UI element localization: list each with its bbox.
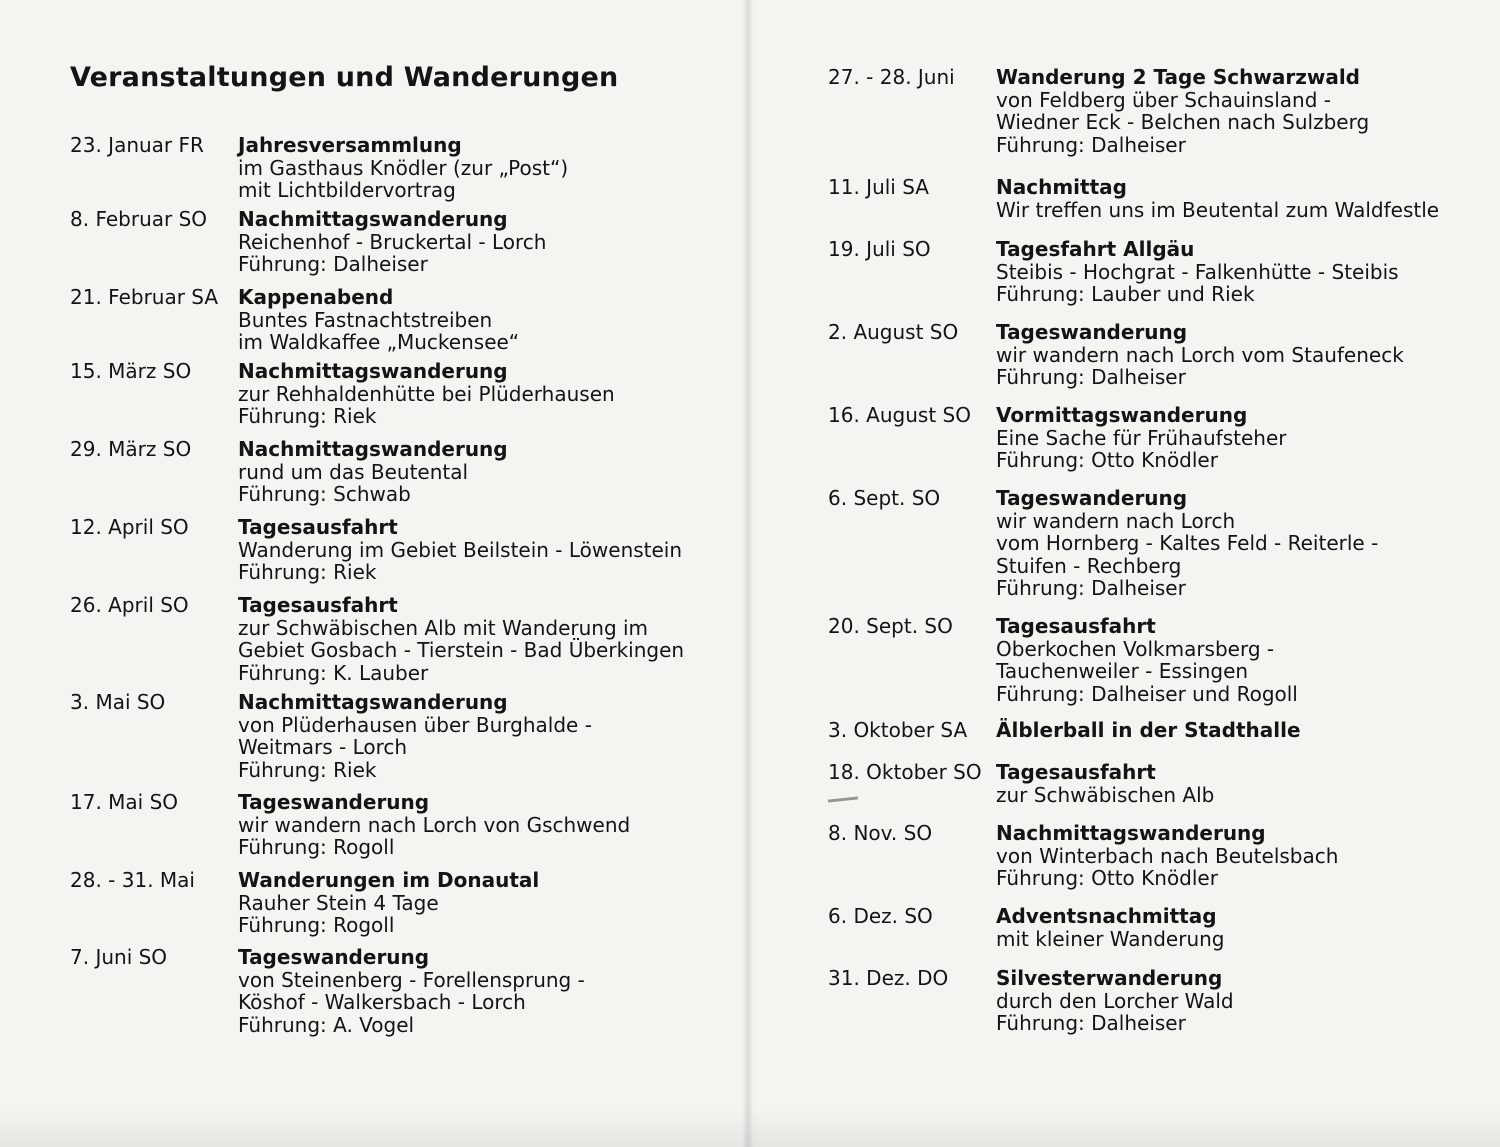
event-detail-line: Führung: Dalheiser — [238, 252, 428, 276]
event-detail-line: wir wandern nach Lorch — [996, 508, 1236, 533]
event-detail-line: von Plüderhausen über Burghalde - — [238, 712, 592, 737]
event-detail-line: zur Schwäbischen Alb mit Wanderung im — [238, 615, 649, 640]
event-heading: Tagesausfahrt — [996, 760, 1156, 784]
event-detail-line: Führung: Riek — [238, 404, 377, 428]
event-date: 18. Oktober SO — [828, 760, 982, 784]
event-detail-line: Reichenhof - Bruckertal - Lorch — [238, 229, 547, 254]
event-detail-line: von Feldberg über Schauinsland - — [996, 87, 1331, 112]
event-date: 12. April SO — [70, 515, 189, 539]
event-details — [996, 719, 1301, 742]
event-heading: Adventsnachmittag — [996, 904, 1217, 928]
event-details — [996, 761, 1214, 806]
event-details — [996, 176, 1439, 221]
event-date: 8. Nov. SO — [828, 821, 933, 845]
event-detail-line: Führung: Rogoll — [238, 913, 395, 937]
event-date: 23. Januar FR — [70, 133, 204, 157]
event-details — [238, 791, 630, 859]
event-detail-line: Tauchenweiler - Essingen — [996, 659, 1249, 683]
event-heading: Tageswanderung — [996, 486, 1188, 510]
event-detail-line: Führung: Dalheiser und Rogoll — [996, 681, 1298, 706]
event-details — [996, 822, 1338, 890]
event-detail-line: mit kleiner Wanderung — [996, 926, 1225, 951]
event-detail-line: durch den Lorcher Wald — [996, 988, 1234, 1013]
event-date: 6. Dez. SO — [828, 904, 933, 928]
event-date: 16. August SO — [828, 403, 971, 427]
event-details — [238, 946, 585, 1036]
event-detail-line: Köshof - Walkersbach - Lorch — [238, 990, 526, 1014]
event-detail-line: Eine Sache für Frühaufsteher — [996, 425, 1287, 450]
event-detail-line: wir wandern nach Lorch von Gschwend — [238, 812, 631, 837]
event-detail-line: Führung: Otto Knödler — [996, 448, 1218, 472]
event-date: 11. Juli SA — [828, 175, 929, 199]
event-details — [996, 238, 1399, 306]
event-details — [238, 869, 539, 937]
event-date: 28. - 31. Mai — [70, 868, 195, 892]
event-detail-line: Führung: Schwab — [238, 482, 411, 506]
event-detail-line: Führung: K. Lauber — [238, 660, 429, 685]
event-heading: Tageswanderung — [238, 945, 430, 969]
event-detail-line: Führung: A. Vogel — [238, 1012, 415, 1037]
event-heading: Tageswanderung — [238, 790, 430, 814]
event-detail-line: Führung: Rogoll — [238, 835, 395, 859]
event-details — [238, 516, 682, 584]
event-date: 27. - 28. Juni — [828, 65, 955, 89]
event-date: 8. Februar SO — [70, 207, 208, 231]
event-detail-line: im Gasthaus Knödler (zur „Post“) — [238, 155, 569, 180]
event-details — [238, 691, 592, 781]
event-details — [238, 438, 508, 506]
event-date: 6. Sept. SO — [828, 486, 941, 510]
event-details — [238, 286, 519, 354]
event-detail-line: zur Schwäbischen Alb — [996, 782, 1215, 807]
event-detail-line: im Waldkaffee „Muckensee“ — [238, 330, 520, 354]
event-heading: Tagesfahrt Allgäu — [996, 237, 1195, 261]
event-detail-line: Stuifen - Rechberg — [996, 553, 1182, 578]
event-details — [238, 594, 684, 684]
event-heading: Jahresversammlung — [238, 133, 462, 157]
event-details — [996, 905, 1225, 950]
event-heading: Nachmittagswanderung — [238, 690, 508, 714]
event-details — [996, 66, 1369, 156]
event-heading: Kappenabend — [238, 285, 394, 309]
event-date: 15. März SO — [70, 359, 192, 383]
event-detail-line: von Steinenberg - Forellensprung - — [238, 967, 585, 992]
event-detail-line: Führung: Dalheiser — [996, 576, 1186, 600]
event-details — [996, 615, 1298, 705]
event-details — [996, 321, 1404, 389]
event-detail-line: Gebiet Gosbach - Tierstein - Bad Überkingen — [238, 638, 685, 662]
event-detail-line: Wiedner Eck - Belchen nach Sulzberg — [996, 110, 1370, 134]
event-date: 7. Juni SO — [70, 945, 168, 969]
event-detail-line: Buntes Fastnachtstreiben — [238, 307, 493, 332]
event-detail-line: von Winterbach nach Beutelsbach — [996, 843, 1339, 868]
event-detail-line: mit Lichtbildervortrag — [238, 178, 456, 202]
event-detail-line: Führung: Dalheiser — [996, 1011, 1186, 1035]
event-details — [996, 487, 1378, 600]
event-heading: Tagesausfahrt — [238, 593, 398, 617]
event-date: 31. Dez. DO — [828, 966, 949, 990]
event-detail-line: Weitmars - Lorch — [238, 735, 408, 759]
event-date: 3. Oktober SA — [828, 718, 968, 742]
event-heading: Vormittagswanderung — [996, 403, 1248, 427]
page-bottom-shadow — [0, 1107, 1500, 1147]
event-heading: Wanderungen im Donautal — [238, 868, 540, 892]
event-details — [238, 208, 546, 276]
event-date: 19. Juli SO — [828, 237, 931, 261]
event-details — [996, 404, 1286, 472]
event-date: 20. Sept. SO — [828, 614, 953, 638]
event-date: 2. August SO — [828, 320, 959, 344]
right-page — [752, 0, 1500, 1147]
event-date: 26. April SO — [70, 593, 189, 617]
event-detail-line: Rauher Stein 4 Tage — [238, 890, 439, 915]
event-heading: Nachmittagswanderung — [238, 207, 508, 231]
event-detail-line: zur Rehhaldenhütte bei Plüderhausen — [238, 381, 615, 406]
event-heading: Nachmittag — [996, 175, 1127, 199]
event-detail-line: Führung: Dalheiser — [996, 365, 1186, 389]
event-detail-line: Führung: Riek — [238, 757, 377, 782]
event-detail-line: Steibis - Hochgrat - Falkenhütte - Steibis — [996, 259, 1399, 284]
event-heading: Tagesausfahrt — [238, 515, 398, 539]
event-detail-line: Wir treffen uns im Beutental zum Waldfestle — [996, 197, 1440, 222]
event-heading: Nachmittagswanderung — [996, 821, 1266, 845]
event-detail-line: Führung: Lauber und Riek — [996, 282, 1255, 306]
left-page — [0, 0, 748, 1147]
event-detail-line: Führung: Riek — [238, 560, 377, 584]
page-title: Veranstaltungen und Wanderungen — [70, 62, 619, 93]
event-heading: Silvesterwanderung — [996, 966, 1223, 990]
event-detail-line: Führung: Dalheiser — [996, 132, 1186, 157]
event-detail-line: vom Hornberg - Kaltes Feld - Reiterle - — [996, 531, 1379, 555]
event-date: 17. Mai SO — [70, 790, 179, 814]
event-heading: Nachmittagswanderung — [238, 437, 508, 461]
event-detail-line: wir wandern nach Lorch vom Staufeneck — [996, 342, 1404, 367]
event-detail-line: Führung: Otto Knödler — [996, 866, 1218, 890]
event-heading: Nachmittagswanderung — [238, 359, 508, 383]
event-heading: Älblerball in der Stadthalle — [996, 718, 1301, 742]
event-detail-line: Wanderung im Gebiet Beilstein - Löwenstein — [238, 537, 683, 562]
event-heading: Tagesausfahrt — [996, 614, 1156, 638]
event-details — [238, 134, 568, 202]
page-fold — [742, 0, 758, 1147]
event-date: 21. Februar SA — [70, 285, 219, 309]
event-details — [996, 967, 1234, 1035]
event-details — [238, 360, 615, 428]
event-detail-line: Oberkochen Volkmarsberg - — [996, 636, 1275, 661]
event-detail-line: rund um das Beutental — [238, 459, 469, 484]
event-heading: Tageswanderung — [996, 320, 1188, 344]
event-heading: Wanderung 2 Tage Schwarzwald — [996, 65, 1360, 89]
event-date: 3. Mai SO — [70, 690, 166, 714]
event-date: 29. März SO — [70, 437, 192, 461]
